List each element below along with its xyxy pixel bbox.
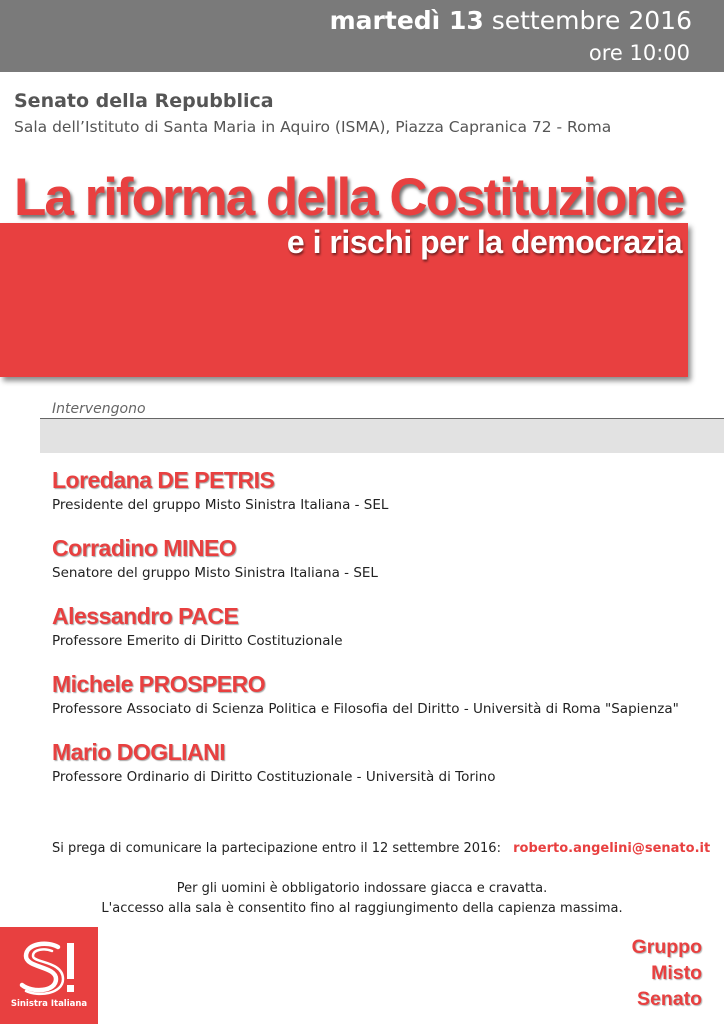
speaker-role: Presidente del gruppo Misto Sinistra Italiana - SEL [52,497,389,513]
group-line: Senato [636,988,702,1010]
header-bar [0,0,724,72]
speaker-role: Senatore del gruppo Misto Sinistra Italiana - SEL [52,565,378,581]
event-date [330,6,692,36]
event-subtitle: e i rischi per la democrazia [286,224,682,260]
speaker-role: Professore Ordinario di Diritto Costituzionale - Università di Torino [52,769,496,785]
speaker-item [52,534,724,582]
speaker-name: Corradino MINEO [52,535,237,561]
speaker-item [52,466,724,514]
sinistra-italiana-logo [0,927,98,1024]
note-line: L'accesso alla sala è consentito fino al raggiungimento della capienza massima. [101,901,623,916]
rsvp-email-link[interactable]: roberto.angelini@senato.it [513,841,711,856]
note-line: Per gli uomini è obbligatorio indossare giacca e cravatta. [176,881,548,896]
speaker-item [52,738,724,786]
speakers-header-divider [40,418,724,419]
rsvp-text: Si prega di comunicare la partecipazione entro il 12 settembre 2016: [52,841,501,856]
event-date-day: martedì 13 [329,6,484,35]
event-time: ore 10:00 [588,41,690,65]
speaker-name: Loredana DE PETRIS [52,467,275,493]
speakers-header-band [40,419,724,453]
speaker-name: Mario DOGLIANI [52,739,226,765]
event-date-month: settembre 2016 [491,6,692,35]
venue-address: Sala dell’Istituto di Santa Maria in Aquiro (ISMA), Piazza Capranica 72 - Roma [14,118,612,136]
speaker-name: Alessandro PACE [52,603,239,629]
group-line: Misto [651,962,702,984]
speaker-item [52,602,724,650]
dress-code-notes [0,879,724,919]
event-title: La riforma della Costituzione [14,168,684,227]
speaker-role: Professore Emerito di Diritto Costituzionale [52,633,343,649]
group-signature [632,934,702,1012]
rsvp-notice [52,841,710,856]
speaker-name: Michele PROSPERO [52,671,266,697]
group-line: Gruppo [631,936,702,958]
si-logo-icon [18,941,80,997]
venue-name: Senato della Repubblica [14,90,274,112]
speaker-item [52,670,724,718]
speaker-role: Professore Associato di Scienza Politica e Filosofia del Diritto - Università di Roma "Sapienza" [52,701,679,717]
logo-label: Sinistra Italiana [10,999,88,1009]
speakers-label: Intervengono [52,401,146,417]
